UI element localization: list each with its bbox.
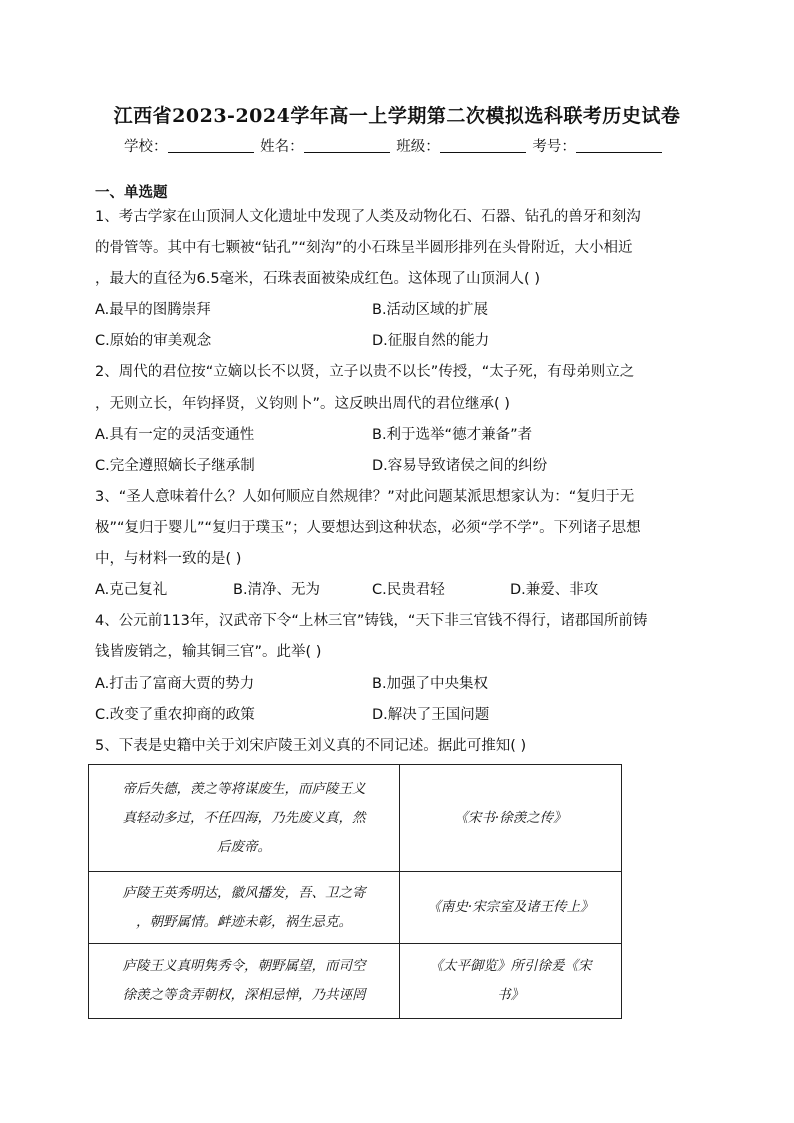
school-label: 学校： [124,139,168,155]
question-4-option-a[interactable]: A.打击了富商大贾的势力 [95,676,255,692]
cell-line: 《南史·宋宗室及诸王传上》 [427,899,594,915]
question-4-text: 钱皆废销之，输其铜三官”。此举( ) [95,644,322,660]
cell-line: 帝后失德，羡之等将谋废生，而庐陵王义 [122,780,366,797]
cell-line: 《宋书·徐羡之传》 [454,809,567,826]
table-cell-text [89,765,400,872]
question-1-option-c[interactable]: C.原始的审美观念 [95,333,212,349]
table-row [89,872,622,944]
question-4-text: 4、公元前113年，汉武帝下令“上林三官”铸钱，“天下非三官钱不得行，诸郡国所前铸 [95,613,648,629]
question-5-text: 5、下表是史籍中关于刘宋庐陵王刘义真的不同记述。据此可推知( ) [95,738,527,754]
name-field[interactable] [304,138,390,153]
question-2-text: ，无则立长，年钧择贤，义钧则卜”。这反映出周代的君位继承( ) [95,396,510,412]
class-field[interactable] [440,138,526,153]
question-3-option-a[interactable]: A.克己复礼 [95,582,168,598]
table-row [89,765,622,872]
question-1-option-d[interactable]: D.征服自然的能力 [372,333,490,349]
question-3-text: 中，与材料一致的是( ) [95,551,242,567]
question-1-option-b[interactable]: B.活动区域的扩展 [372,302,489,318]
question-3-option-b[interactable]: B.清净、无为 [233,582,321,598]
source-table [88,764,622,1019]
table-cell-text [89,872,400,944]
table-cell-text [89,944,400,1019]
cell-line: 庐陵王义真明隽秀令，朝野属望，而司空 [122,958,366,974]
cell-line: 真轻动多过，不任四海，乃先废义真，然 [122,809,366,826]
question-2-option-c[interactable]: C.完全遵照嫡长子继承制 [95,458,255,474]
question-2-option-d[interactable]: D.容易导致诸侯之间的纠纷 [372,458,548,474]
section-heading: 一、单选题 [95,185,168,201]
school-field[interactable] [168,138,254,153]
question-2-option-b[interactable]: B.利于选举“德才兼备”者 [372,427,533,443]
question-3-option-c[interactable]: C.民贵君轻 [372,582,445,598]
question-2-option-a[interactable]: A.具有一定的灵活变通性 [95,427,255,443]
cell-line: 庐陵王英秀明达，徽风播发，吾、卫之寄 [122,884,366,901]
question-4-option-d[interactable]: D.解决了王国问题 [372,707,490,723]
cell-line: 书》 [497,987,524,1003]
cell-line: 后废帝。 [217,838,271,855]
class-label: 班级： [396,139,440,155]
question-1-option-a[interactable]: A.最早的图腾崇拜 [95,302,211,318]
cell-line: ，朝野属情。衅迹未彰，祸生忌克。 [136,913,352,930]
cell-line: 徐羡之等贪弄朝权，深相忌惮，乃共诬罔 [122,987,366,1003]
question-1-text: ，最大的直径为6.5毫米，石珠表面被染成红色。这体现了山顶洞人( ) [95,271,540,287]
cell-line: 《太平御览》所引徐爰《宋 [429,958,592,974]
table-cell-source [400,765,622,872]
name-label: 姓名： [260,139,304,155]
exam-info-row [124,135,664,156]
question-3-text: 极”“复归于婴儿”“复归于璞玉”；人要想达到这种状态，必须“学不学”。下列诸子思想 [95,520,641,536]
page-title: 江西省2023-2024学年高一上学期第二次模拟选科联考历史试卷 [113,105,681,127]
exam-number-label: 考号： [532,139,576,155]
question-1-text: 1、考古学家在山顶洞人文化遗址中发现了人类及动物化石、石器、钻孔的兽牙和刻沟 [95,209,641,225]
question-2-text: 2、周代的君位按“立嫡以长不以贤，立子以贵不以长”传授，“太子死，有母弟则立之 [95,364,635,380]
table-cell-source [400,944,622,1019]
question-3-text: 3、“圣人意味着什么？人如何顺应自然规律？”对此问题某派思想家认为：“复归于无 [95,489,635,505]
table-row [89,944,622,1019]
table-cell-source [400,872,622,944]
question-4-option-b[interactable]: B.加强了中央集权 [372,676,489,692]
question-4-option-c[interactable]: C.改变了重农抑商的政策 [95,707,255,723]
exam-number-field[interactable] [576,138,662,153]
question-3-option-d[interactable]: D.兼爱、非攻 [510,582,599,598]
question-1-text: 的骨管等。其中有七颗被“钻孔”“刻沟”的小石珠呈半圆形排列在头骨附近，大小相近 [95,240,633,256]
